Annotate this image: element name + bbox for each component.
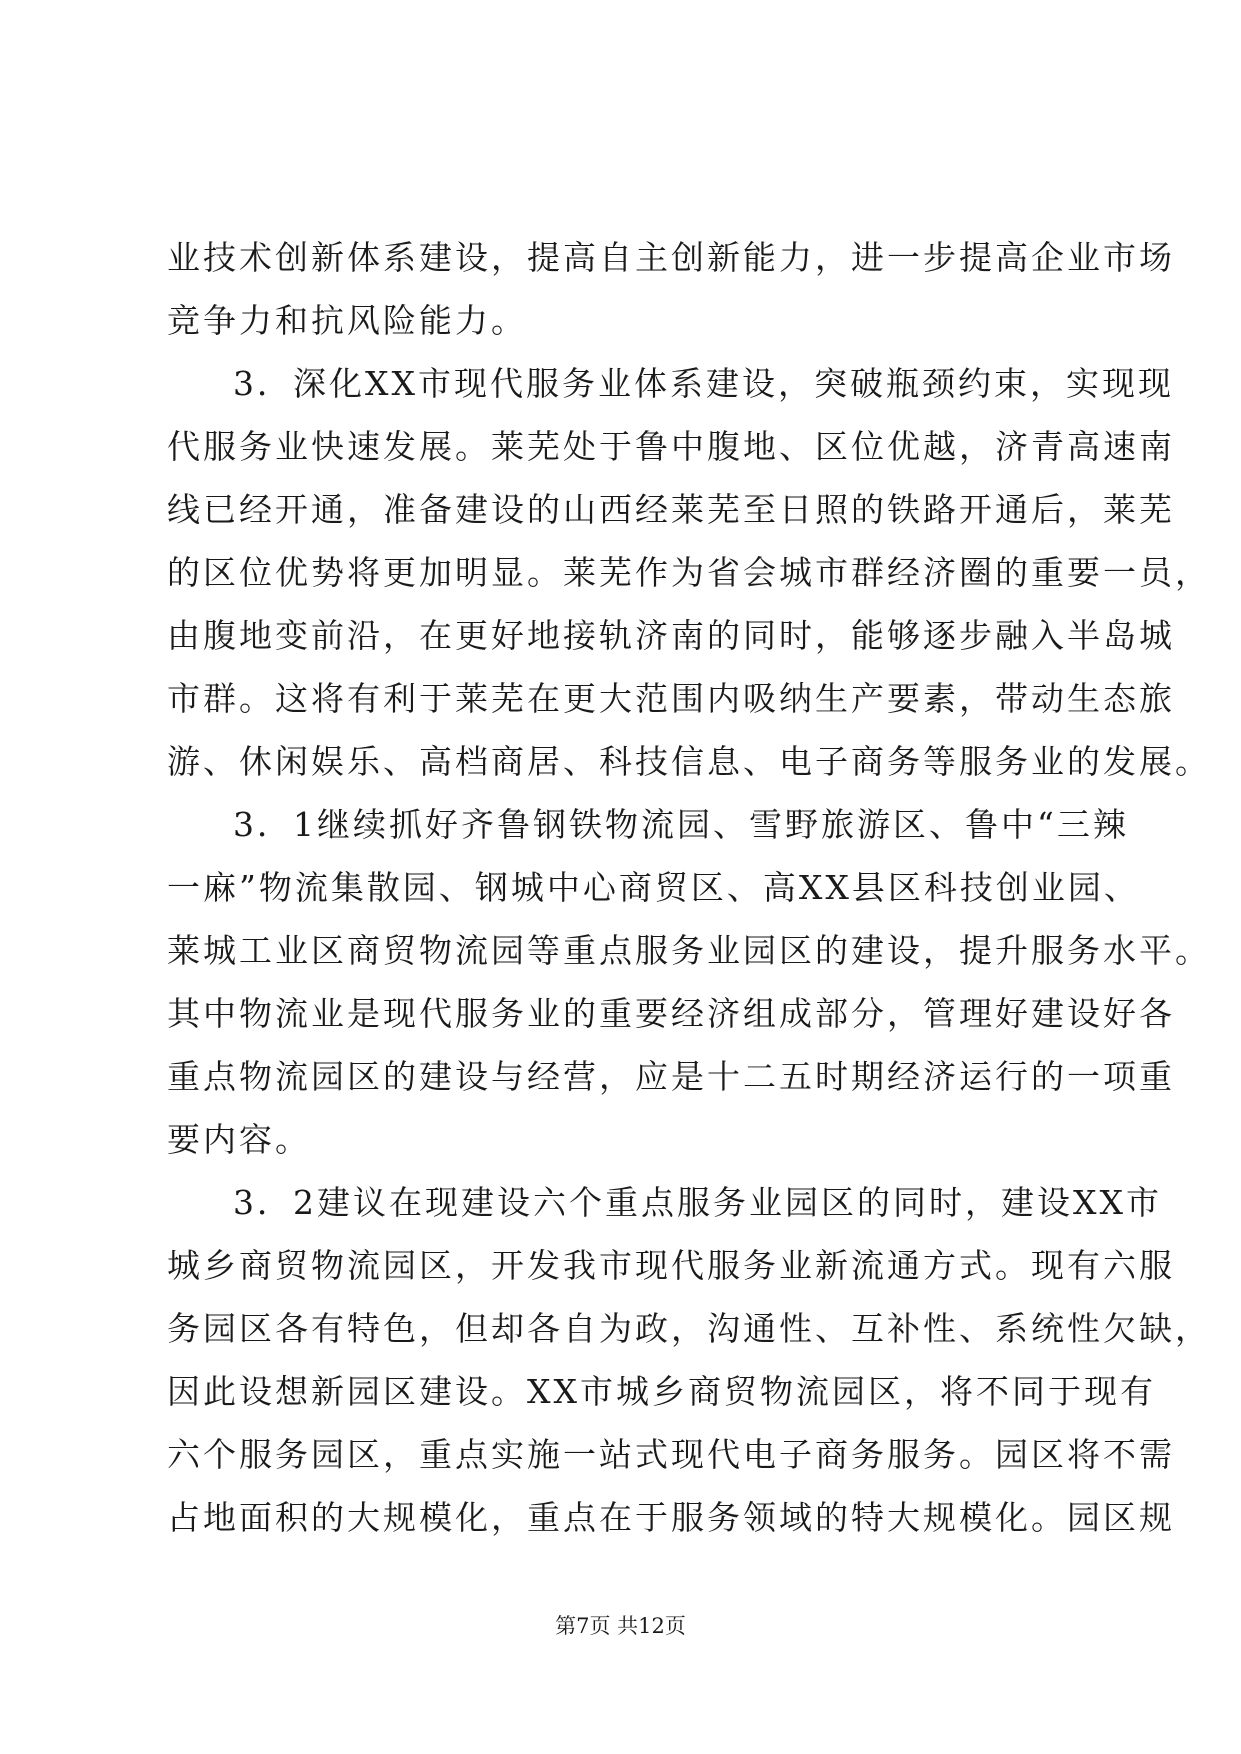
- text-line: 竞争力和抗风险能力。: [167, 301, 527, 340]
- text-line: 一麻”物流集散园、钢城中心商贸区、高XX县区科技创业园、: [167, 868, 1140, 907]
- page-number-footer: 第7页 共12页: [555, 1614, 686, 1638]
- document-body: [167, 226, 1211, 1549]
- text-line: 由腹地变前沿，在更好地接轨济南的同时，能够逐步融入半岛城: [167, 616, 1175, 655]
- text-line: 市群。这将有利于莱芜在更大范围内吸纳生产要素，带动生态旅: [167, 679, 1175, 718]
- text-line: 的区位优势将更加明显。莱芜作为省会城市群经济圈的重要一员，: [167, 553, 1211, 592]
- text-line: 占地面积的大规模化，重点在于服务领域的特大规模化。园区规: [167, 1498, 1175, 1537]
- text-line: 要内容。: [167, 1120, 311, 1159]
- text-line: 莱城工业区商贸物流园等重点服务业园区的建设，提升服务水平。: [167, 931, 1211, 970]
- text-line: 游、休闲娱乐、高档商居、科技信息、电子商务等服务业的发展。: [167, 742, 1211, 781]
- text-line: 3．深化XX市现代服务业体系建设，突破瓶颈约束，实现现: [233, 364, 1174, 403]
- text-line: 其中物流业是现代服务业的重要经济组成部分，管理好建设好各: [167, 994, 1175, 1033]
- text-line: 3．2建议在现建设六个重点服务业园区的同时，建设XX市: [233, 1183, 1162, 1222]
- text-line: 务园区各有特色，但却各自为政，沟通性、互补性、系统性欠缺，: [167, 1309, 1211, 1348]
- text-line: 因此设想新园区建设。XX市城乡商贸物流园区，将不同于现有: [167, 1372, 1156, 1411]
- text-line: 城乡商贸物流园区，开发我市现代服务业新流通方式。现有六服: [167, 1246, 1175, 1285]
- text-line: 3．1继续抓好齐鲁钢铁物流园、雪野旅游区、鲁中“三辣: [233, 805, 1129, 844]
- text-line: 六个服务园区，重点实施一站式现代电子商务服务。园区将不需: [167, 1435, 1175, 1474]
- text-line: 线已经开通，准备建设的山西经莱芜至日照的铁路开通后，莱芜: [167, 490, 1175, 529]
- text-line: 业技术创新体系建设，提高自主创新能力，进一步提高企业市场: [167, 238, 1175, 277]
- text-line: 重点物流园区的建设与经营，应是十二五时期经济运行的一项重: [167, 1057, 1175, 1096]
- text-line: 代服务业快速发展。莱芜处于鲁中腹地、区位优越，济青高速南: [167, 427, 1175, 466]
